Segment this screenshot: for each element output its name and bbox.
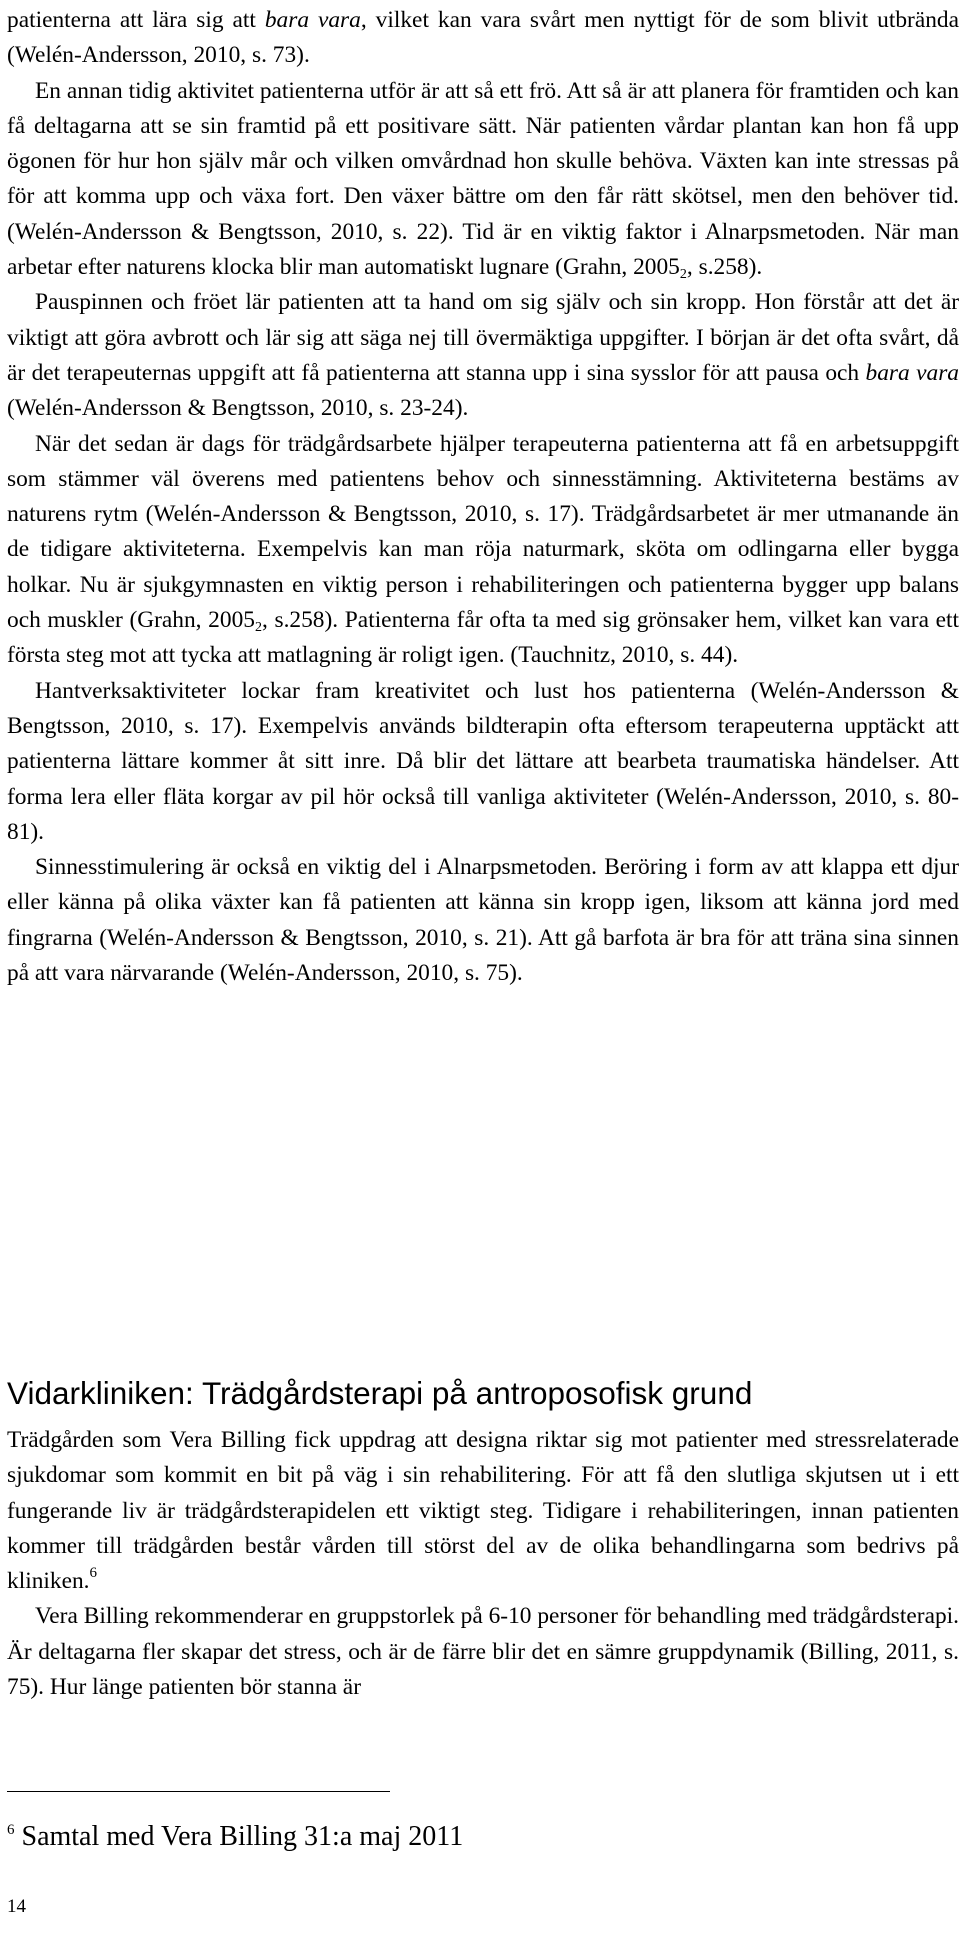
section-body xyxy=(7,1423,959,1705)
body-text xyxy=(7,3,959,991)
text-run: Trädgården som Vera Billing fick uppdrag att designa riktar sig mot patienter med stressrelaterade sjukdomar som kommit en bit på väg i sin rehabilitering. För att få den slutliga skjutsen ut i ett fungerande liv är trädgårdsterapidelen ett viktigt steg. Tidigare i rehabiliteringen, innan patienten kommer till trädgården består vården till störst del av de olika behandlingarna som bedrivs på kliniken. xyxy=(7,1427,959,1595)
text-run: Vera Billing rekommenderar en gruppstorlek på 6-10 personer för behandling med trädgårdsterapi. Är deltagarna fler skapar det stress, och är de färre blir det en sämre gruppdynamik (Billing, 2011, s. 75). Hur länge patienten bör stanna är xyxy=(7,1603,959,1701)
paragraph xyxy=(7,427,959,674)
paragraph xyxy=(7,3,959,74)
paragraph xyxy=(7,674,959,850)
text-run: Pauspinnen och fröet lär patienten att ta hand om sig själv och sin kropp. Hon förstår att det är viktigt att göra avbrott och lär sig att säga nej till övermäktiga uppgifter. I början är det ofta svårt, då är det terapeuternas uppgift att få patienterna att stanna upp i sina sysslor för att pausa och xyxy=(7,289,959,386)
footnote-separator xyxy=(7,1791,390,1792)
text-run: Hantverksaktiviteter lockar fram kreativitet och lust hos patienterna (Welén-Andersson & Bengtsson, 2010, s. 17). Exempelvis används bildterapin ofta eftersom terapeuterna upptäckt att patienterna lättare kommer åt sitt inre. Då blir det lättare att bearbeta traumatiska händelser. Att forma lera eller fläta korgar av pil hör också till vanliga aktiviteter (Welén-Andersson, 2010, s. 80-81). xyxy=(7,677,959,845)
emphasis: bara vara xyxy=(865,359,959,386)
paragraph xyxy=(7,74,959,286)
footnote-text: Samtal med Vera Billing 31:a maj 2011 xyxy=(21,1821,464,1852)
paragraph xyxy=(7,850,959,991)
text-run: (Welén-Andersson & Bengtsson, 2010, s. 23-24). xyxy=(7,395,469,422)
text-run: , vilket kan vara svårt men nyttigt för de som blivit utbrända (Welén-Andersson, 2010, s. 73). xyxy=(7,7,959,69)
footnote-number: 6 xyxy=(7,1822,15,1838)
text-run: En annan tidig aktivitet patienterna utför är att så ett frö. Att så är att planera för framtiden och kan få deltagarna att se sin framtid på ett positivare sätt. När patienten vårdar plantan kan hon få upp ögonen för hur hon själv mår och vilken omvårdnad hon skulle behöva. Växten kan inte stressas på för att komma upp och växa fort. Den växer bättre om den får rätt skötsel, men den behöver tid. (Welén-Andersson & Bengtsson, 2010, s. 22). Tid är en viktig faktor i Alnarpsmetoden. När man arbetar efter naturens klocka blir man automatiskt lugnare (Grahn, 2005 xyxy=(7,77,959,281)
text-run: patienterna att lära sig att xyxy=(7,7,265,33)
subscript: 2 xyxy=(254,620,262,636)
emphasis: bara vara xyxy=(264,7,361,33)
paragraph xyxy=(7,1599,959,1705)
section-heading: Vidarkliniken: Trädgårdsterapi på antroposofisk grund xyxy=(7,1375,753,1411)
footnote xyxy=(7,1817,463,1857)
text-run: , s.258). Patienterna får ofta ta med sig grönsaker hem, vilket kan vara ett första steg mot att tycka att matlagning är roligt igen. (Tauchnitz, 2010, s. 44). xyxy=(7,607,959,669)
subscript: 2 xyxy=(679,267,687,283)
text-run: , s.258). xyxy=(686,254,763,281)
footnote-reference[interactable]: 6 xyxy=(89,1565,98,1582)
paragraph xyxy=(7,285,959,426)
text-run: Sinnesstimulering är också en viktig del i Alnarpsmetoden. Beröring i form av att klappa ett djur eller känna på olika växter kan få patienten att känna sin kropp igen, liksom att känna jord med fingrarna (Welén-Andersson & Bengtsson, 2010, s. 21). Att gå barfota är bra för att träna sina sinnen på att vara närvarande (Welén-Andersson, 2010, s. 75). xyxy=(7,854,959,987)
paragraph xyxy=(7,1423,959,1599)
page-number: 14 xyxy=(7,1896,26,1917)
text-run: När det sedan är dags för trädgårdsarbete hjälper terapeuterna patienterna att få en arbetsuppgift som stämmer väl överens med patientens behov och sinnesstämning. Aktiviteterna bestäms av naturens rytm (Welén-Andersson & Bengtsson, 2010, s. 17). Trädgårdsarbetet är mer utmanande än de tidigare aktiviteterna. Exempelvis kan man röja naturmark, sköta om odlingarna eller bygga holkar. Nu är sjukgymnasten en viktig person i rehabiliteringen och patienterna bygger upp balans och muskler (Grahn, 2005 xyxy=(7,430,959,634)
